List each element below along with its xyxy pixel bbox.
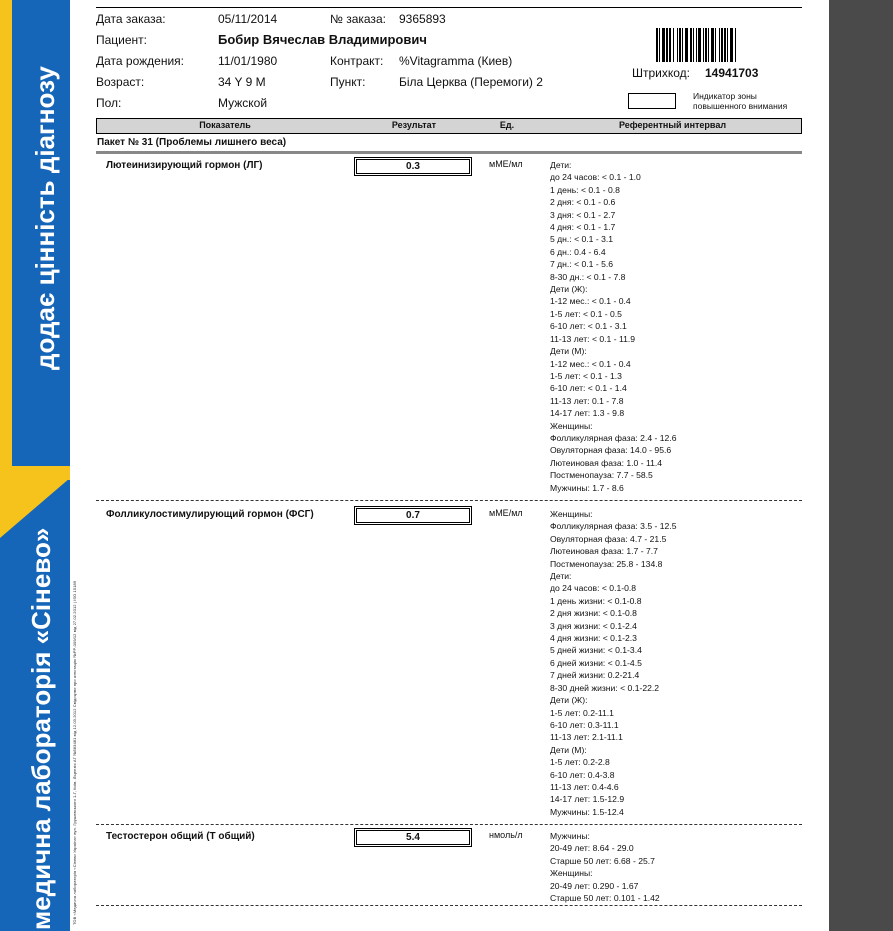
age-value: 34 Y 9 M: [218, 75, 266, 89]
sex-label: Пол:: [96, 96, 122, 110]
reference-line: 4 дня жизни: < 0.1-2.3: [550, 633, 637, 644]
reference-line: Фолликулярная фаза: 2.4 - 12.6: [550, 432, 677, 443]
reference-line: Дети (Ж):: [550, 284, 588, 295]
reference-line: 8-30 дней жизни: < 0.1-22.2: [550, 682, 660, 693]
col-reference: Референтный интервал: [619, 120, 727, 130]
order-date-label: Дата заказа:: [96, 12, 166, 26]
row-divider: [96, 905, 802, 906]
reference-line: 1-12 мес.: < 0.1 - 0.4: [550, 358, 631, 369]
test-reference: [550, 508, 677, 818]
test-name: Тестостерон общий (Т общий): [106, 831, 255, 842]
reference-line: Женщины:: [550, 509, 593, 519]
test-unit: нмоль/л: [489, 830, 523, 840]
reference-line: 5 дн.: < 0.1 - 3.1: [550, 234, 614, 245]
reference-line: 11-13 лет: 0.1 - 7.8: [550, 395, 624, 406]
sidebar-slogan: додає цінність діагнозу: [30, 66, 60, 370]
reference-line: 6-10 лет: 0.4-3.8: [550, 769, 615, 780]
reference-line: Постменопауза: 7.7 - 58.5: [550, 470, 653, 481]
reference-line: Дети (М):: [550, 346, 587, 357]
sidebar-lab-name: медична лабораторія «Сінево»: [26, 527, 56, 930]
barcode-label: Штрихкод:: [632, 66, 691, 80]
reference-line: 7 дней жизни: 0.2-21.4: [550, 670, 640, 681]
test-result: 5.4: [354, 828, 472, 847]
patient-name: Бобир Вячеслав Владимирович: [218, 32, 427, 47]
reference-line: 6-10 лет: 0.3-11.1: [550, 719, 619, 730]
reference-line: 1 день жизни: < 0.1-0.8: [550, 595, 642, 606]
test-name: Лютеинизирующий гормон (ЛГ): [106, 160, 263, 171]
test-reference: [550, 159, 677, 494]
reference-line: 6 дней жизни: < 0.1-4.5: [550, 657, 642, 668]
contract-value: %Vitagramma (Киев): [399, 54, 513, 68]
reference-line: 2 дня: < 0.1 - 0.6: [550, 197, 616, 208]
reference-line: 6-10 лет: < 0.1 - 3.1: [550, 321, 627, 332]
reference-line: Постменопауза: 25.8 - 134.8: [550, 558, 663, 569]
reference-line: 8-30 дн.: < 0.1 - 7.8: [550, 271, 626, 282]
attention-indicator-label: Индикатор зоны повышенного внимания: [693, 91, 788, 111]
reference-line: 1-5 лет: 0.2-2.8: [550, 757, 610, 768]
patient-label: Пациент:: [96, 33, 148, 47]
reference-line: Старше 50 лет: 6.68 - 25.7: [550, 855, 655, 866]
reference-line: 4 дня: < 0.1 - 1.7: [550, 222, 616, 233]
order-no-value: 9365893: [399, 12, 446, 26]
dob-value: 11/01/1980: [218, 54, 278, 68]
test-result: 0.7: [354, 506, 472, 525]
contract-label: Контракт:: [330, 54, 384, 68]
reference-line: 11-13 лет: 2.1-11.1: [550, 732, 623, 743]
reference-line: 11-13 лет: < 0.1 - 11.9: [550, 333, 636, 344]
legal-text: ТОВ «Медична лабораторія «Сінево Україна» вул. Грушевського 1-Г, Київ. Ліцензія АГ №583481 від 12.03.2012 Свідоцтво про атестацію №РР-009/12 від 27.02.2012 | ISO 15189: [72, 580, 77, 925]
reference-line: Мужчины: 1.5-12.4: [550, 806, 624, 817]
reference-line: Мужчины:: [550, 831, 590, 841]
reference-line: Лютеиновая фаза: 1.0 - 11.4: [550, 457, 663, 468]
reference-line: Женщины:: [550, 868, 593, 879]
test-name: Фолликулостимулирующий гормон (ФСГ): [106, 509, 314, 520]
reference-line: 14-17 лет: 1.3 - 9.8: [550, 408, 625, 419]
reference-line: 1 день: < 0.1 - 0.8: [550, 184, 620, 195]
reference-line: 20-49 лет: 0.290 - 1.67: [550, 880, 639, 891]
row-divider: [96, 824, 802, 825]
reference-line: Старше 50 лет: 0.101 - 1.42: [550, 893, 660, 904]
test-reference: [550, 830, 660, 904]
top-rule: [96, 7, 802, 8]
reference-line: 1-5 лет: < 0.1 - 1.3: [550, 370, 622, 381]
col-indicator: Показатель: [199, 120, 251, 130]
reference-line: 2 дня жизни: < 0.1-0.8: [550, 608, 637, 619]
order-no-label: № заказа:: [330, 12, 386, 26]
reference-line: Дети (Ж):: [550, 695, 588, 706]
reference-line: Лютеиновая фаза: 1.7 - 7.7: [550, 546, 658, 557]
reference-line: 6-10 лет: < 0.1 - 1.4: [550, 383, 627, 394]
reference-line: 7 дн.: < 0.1 - 5.6: [550, 259, 614, 270]
reference-line: 5 дней жизни: < 0.1-3.4: [550, 645, 642, 656]
reference-line: до 24 часов: < 0.1-0.8: [550, 583, 637, 594]
barcode-value: 14941703: [705, 66, 759, 80]
reference-line: Женщины:: [550, 420, 593, 431]
row-divider: [96, 500, 802, 501]
reference-line: Фолликулярная фаза: 3.5 - 12.5: [550, 521, 677, 532]
reference-line: 3 дня жизни: < 0.1-2.4: [550, 620, 637, 631]
attention-indicator-box: [628, 93, 676, 109]
brand-sidebar: [0, 0, 70, 931]
package-rule: [96, 151, 802, 154]
test-unit: мМЕ/мл: [489, 159, 523, 169]
reference-line: 1-12 мес.: < 0.1 - 0.4: [550, 296, 631, 307]
reference-line: 20-49 лет: 8.64 - 29.0: [550, 843, 634, 854]
reference-line: 1-5 лет: < 0.1 - 0.5: [550, 308, 622, 319]
point-value: Біла Церква (Перемоги) 2: [399, 75, 543, 89]
col-unit: Ед.: [499, 120, 515, 130]
viewer-background: [829, 0, 893, 931]
test-unit: мМЕ/мл: [489, 508, 523, 518]
reference-line: 14-17 лет: 1.5-12.9: [550, 794, 625, 805]
reference-line: 3 дня: < 0.1 - 2.7: [550, 209, 616, 220]
reference-line: 6 дн.: 0.4 - 6.4: [550, 246, 606, 257]
reference-line: Дети:: [550, 571, 572, 582]
reference-line: Дети:: [550, 160, 572, 170]
barcode-graphic: [656, 28, 762, 62]
dob-label: Дата рождения:: [96, 54, 184, 68]
results-table-header: [96, 118, 802, 134]
age-label: Возраст:: [96, 75, 145, 89]
order-date-value: 05/11/2014: [218, 12, 278, 26]
package-title: Пакет № 31 (Проблемы лишнего веса): [97, 137, 287, 148]
reference-line: Дети (М):: [550, 744, 587, 755]
point-label: Пункт:: [330, 75, 366, 89]
reference-line: до 24 часов: < 0.1 - 1.0: [550, 172, 641, 183]
reference-line: 11-13 лет: 0.4-4.6: [550, 781, 619, 792]
sex-value: Мужской: [218, 96, 268, 110]
reference-line: Овуляторная фаза: 14.0 - 95.6: [550, 445, 672, 456]
reference-line: Овуляторная фаза: 4.7 - 21.5: [550, 533, 667, 544]
col-result: Результат: [391, 120, 437, 130]
reference-line: 1-5 лет: 0.2-11.1: [550, 707, 614, 718]
test-result: 0.3: [354, 157, 472, 176]
reference-line: Мужчины: 1.7 - 8.6: [550, 482, 624, 493]
